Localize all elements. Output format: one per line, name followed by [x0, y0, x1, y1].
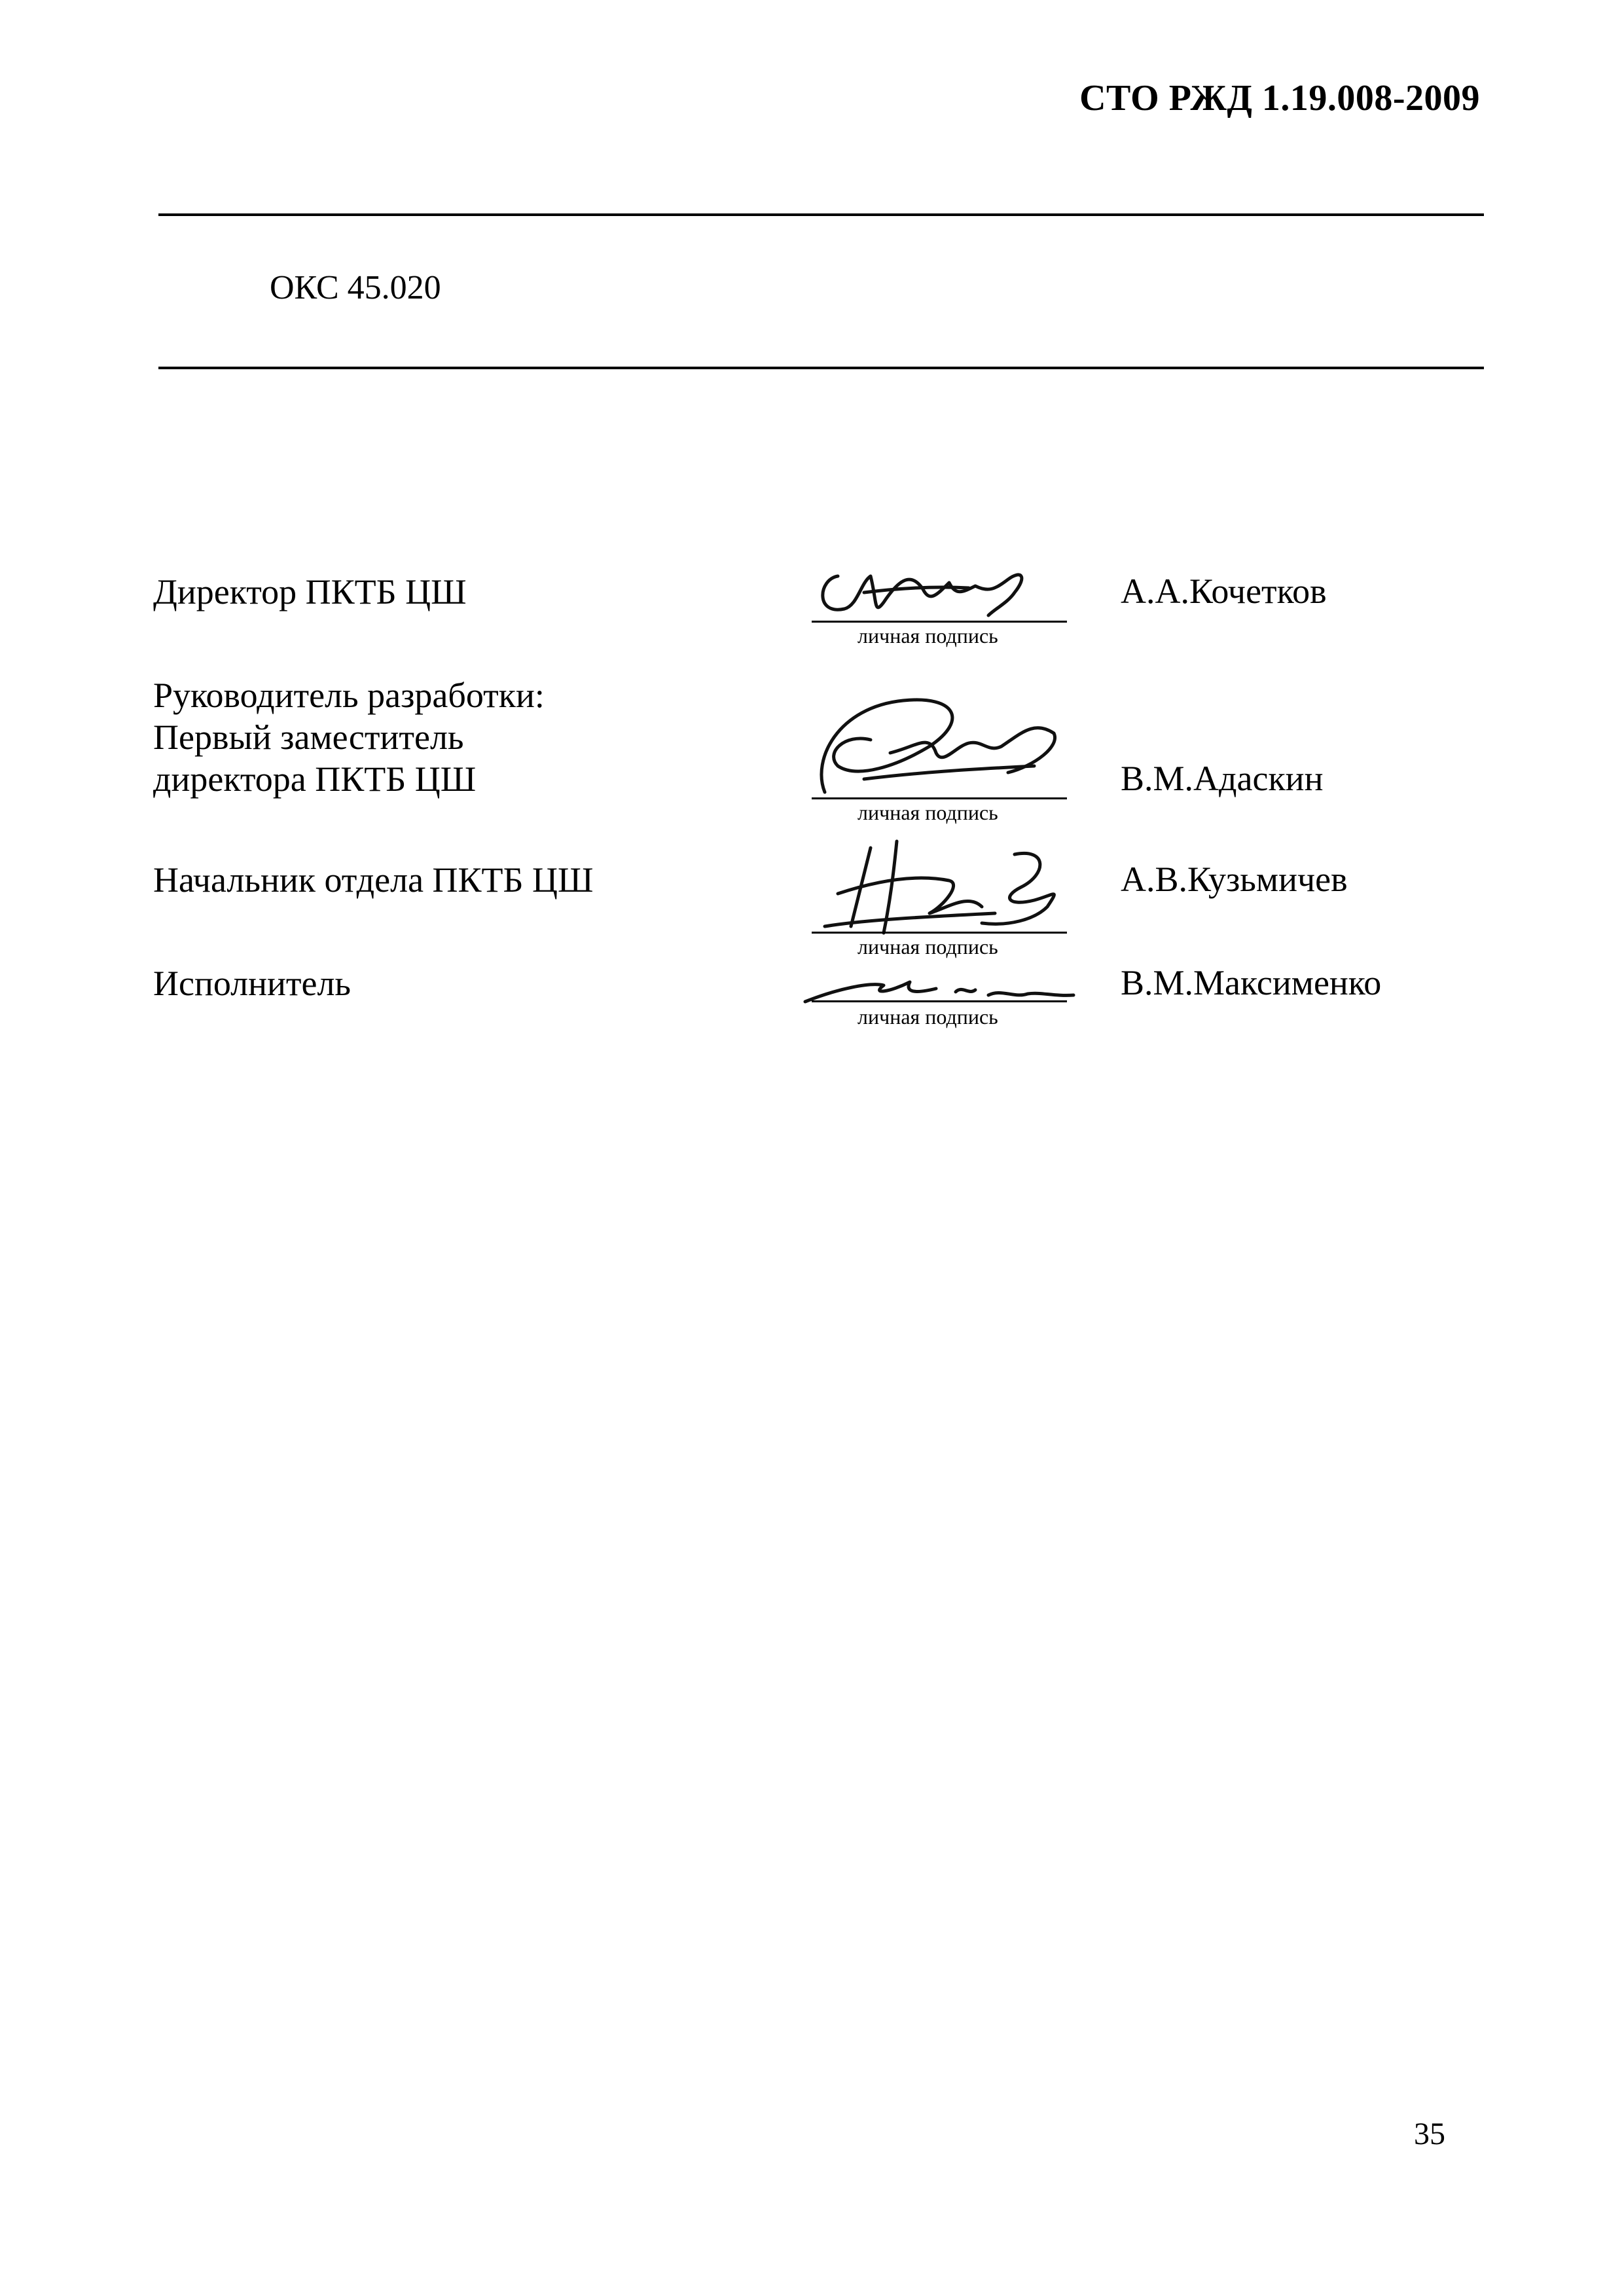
role-title: [153, 571, 467, 613]
signatory-name: А.В.Кузьмичев: [1121, 860, 1348, 899]
handwritten-signature-icon: [799, 835, 1074, 946]
signatory-name: В.М.Адаскин: [1121, 759, 1324, 798]
top-rule: [158, 213, 1484, 216]
handwritten-signature-icon: [799, 681, 1087, 812]
document-code: СТО РЖД 1.19.008-2009: [1079, 78, 1480, 118]
role-title: [153, 859, 594, 901]
signatory-name: А.А.Кочетков: [1121, 572, 1327, 611]
signature-line: [812, 932, 1067, 934]
signature-caption: личная подпись: [857, 1005, 998, 1029]
role-line: Начальник отдела ПКТБ ЦШ: [153, 860, 594, 900]
signature-caption: личная подпись: [857, 624, 998, 647]
role-title: [153, 674, 545, 800]
signature-caption: личная подпись: [857, 801, 998, 824]
handwritten-signature-icon: [799, 556, 1074, 629]
signature-line: [812, 1000, 1067, 1002]
signatory-name: В.М.Максименко: [1121, 963, 1382, 1002]
signature-line: [812, 621, 1067, 623]
signature-line: [812, 797, 1067, 799]
role-line: директора ПКТБ ЦШ: [153, 759, 477, 799]
role-line: Руководитель разработки:: [153, 676, 545, 715]
signature-caption: личная подпись: [857, 935, 998, 958]
page-number: 35: [1414, 2117, 1445, 2151]
role-line: Исполнитель: [153, 964, 352, 1003]
bottom-rule: [158, 367, 1484, 369]
oks-code: ОКС 45.020: [270, 269, 441, 306]
role-line: Директор ПКТБ ЦШ: [153, 572, 467, 611]
role-line: Первый заместитель: [153, 718, 464, 757]
role-title: [153, 962, 351, 1004]
